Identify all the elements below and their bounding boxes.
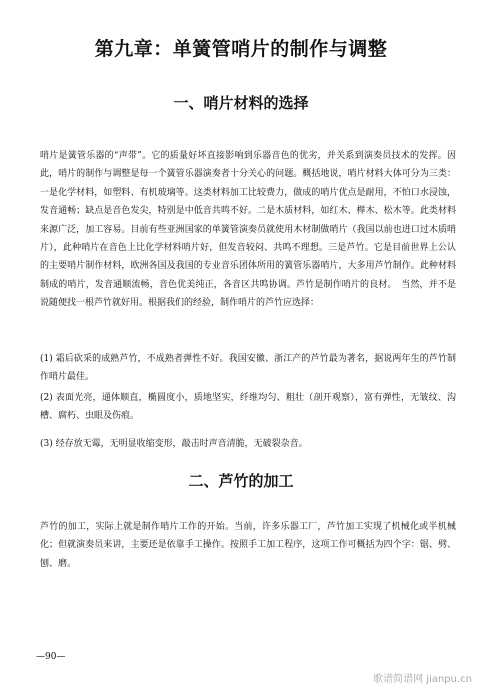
section-heading-material-selection: 一、哨片材料的选择	[173, 94, 309, 112]
body-paragraph-materials: 哨片是簧管乐器的“声带”。它的质量好坏直接影响到乐器音色的优劣，并关系到演奏员技术的发挥。因此，哨片的制作与调整是每一个簧管乐器演奏者十分关心的问题。概括地说，哨片材料大体可分为三类：一是化学材料，如塑料、有机玻璃等。这类材料加工比较费力，做成的哨片优点是耐用，不怕口水浸蚀，发音通畅；缺点是音色发尖，特别是中低音共鸣不好。二是木质材料，如红木、榉木、松木等。此类材料来源广泛，加工容易。目前有些亚洲国家的单簧管演奏员就使用木材制做哨片（我国以前也进口过木质哨片），此种哨片在音色上比化学材料哨片好，但发音较闷、共鸣不理想。三是芦竹。它是目前世界上公认的主要哨片制作材料，欧洲各国及我国的专业音乐团体所用的簧管乐器哨片，大多用芦竹制作。此种材料制成的哨片，发音通顺流畅，音色优美纯正，各音区共鸣协调。芦竹是制作哨片的良材。 当然，并不是说随便找一根芦竹就好用。根据我们的经验，制作哨片的芦竹应选择：	[40, 151, 456, 309]
page-number: —90—	[36, 652, 66, 662]
list-item-storage: (3) 经存放无霉，无明显收缩变形，敲击时声音清脆，无破裂杂音。	[40, 439, 308, 449]
section-heading-reed-processing: 二、芦竹的加工	[188, 472, 294, 490]
body-paragraph-processing: 芦竹的加工，实际上就是制作哨片工作的开始。当前，许多乐器工厂，芦竹加工实现了机械化或半机械化；但就演奏员来讲，主要还是依靠手工操作。按照手工加工程序，这项工作可概括为四个字：锯、劈、刨、磨。	[40, 522, 456, 569]
list-item-surface-quality: (2) 表面光亮，通体顺直，椭圆度小，质地坚实，纤维均匀、粗壮（剖开观察），富有弹性，无皱纹、沟槽、腐朽、虫眼及伤痕。	[40, 393, 456, 422]
chapter-title: 第九章：单簧管哨片的制作与调整	[94, 38, 388, 60]
list-item-mature-reed: (1) 霜后砍采的成熟芦竹，不成熟者弹性不好。我国安徽、浙江产的芦竹最为著名，据说两年生的芦竹制作哨片最佳。	[40, 354, 456, 383]
watermark-logo: 歌谱简谱网 jianpu.cn	[373, 674, 472, 685]
